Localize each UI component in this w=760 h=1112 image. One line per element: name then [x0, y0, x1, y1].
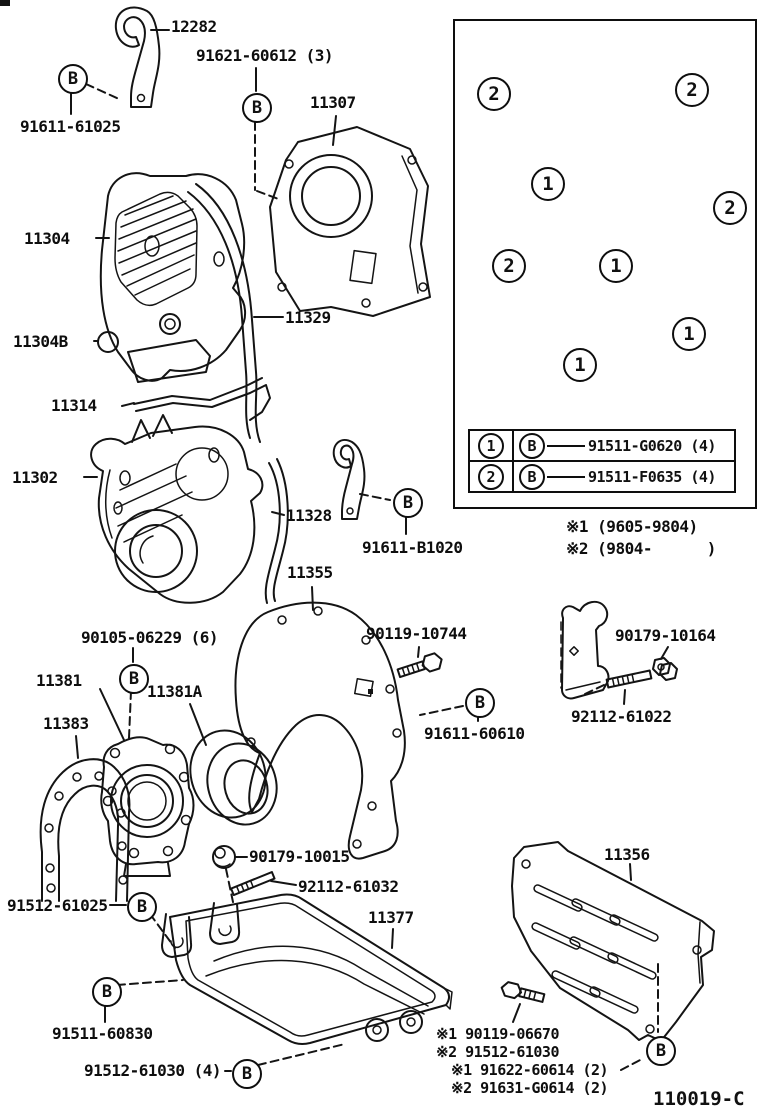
- bolt-callout-b-4: B: [465, 688, 495, 718]
- note-label-90119-06670: ※1 90119-06670: [436, 1025, 559, 1043]
- legend-num-circle-2: 2: [478, 464, 504, 490]
- part-label-91621-60612: 91621-60612 (3): [196, 46, 333, 65]
- part-11381a-seal-drawing: [180, 722, 286, 833]
- inset-callout-1-d: 1: [563, 348, 597, 382]
- bolt-callout-b-7: B: [92, 977, 122, 1007]
- part-11383-gasket-drawing: [41, 759, 130, 901]
- bolt-callout-b-9: B: [646, 1036, 676, 1066]
- part-label-91611-60610: 91611-60610: [424, 724, 525, 743]
- part-label-91512-61030: 91512-61030 (4): [84, 1061, 221, 1080]
- bolt-callout-b-1: B: [58, 64, 88, 94]
- bracket-92112-drawing: [561, 602, 608, 699]
- legend-row-2: [470, 460, 734, 491]
- bolt-callout-b-8: B: [232, 1059, 262, 1089]
- part-label-11329: 11329: [285, 308, 331, 327]
- note-label-91631-G0614: ※2 91631-G0614 (2): [451, 1079, 609, 1097]
- note-label-91622-60614: ※1 91622-60614 (2): [451, 1061, 609, 1079]
- note-label-91512-61030: ※2 91512-61030: [436, 1043, 559, 1061]
- bolt-callout-b-6: B: [127, 892, 157, 922]
- part-label-11304: 11304: [24, 229, 70, 248]
- figure-code: 110019-C: [653, 1088, 745, 1110]
- part-label-90105-06229: 90105-06229 (6): [81, 628, 218, 647]
- legend-leader-line-2: [547, 476, 585, 478]
- part-11381-drawing: [101, 737, 193, 876]
- part-label-91611-B1020: 91611-B1020: [362, 538, 463, 557]
- legend-leader-line-1: [547, 445, 585, 447]
- inset-callout-1-c: 1: [672, 317, 706, 351]
- part-hook-bracket-drawing: [334, 440, 365, 519]
- stud-92112-61022-drawing: [607, 671, 652, 688]
- bolt-callout-b-5: B: [119, 664, 149, 694]
- part-11302-drawing: [91, 415, 262, 603]
- note-date-range-1: ※1 (9605-9804): [566, 517, 698, 536]
- part-label-11314: 11314: [51, 396, 97, 415]
- note-date-range-2: ※2 (9804- ): [566, 539, 716, 558]
- stud-92112-61032-drawing: [231, 872, 274, 895]
- legend-part-number-1: 91511-G0620 (4): [588, 436, 716, 455]
- legend-num-circle-1: 1: [478, 433, 504, 459]
- part-label-11302: 11302: [12, 468, 58, 487]
- bolt-90179-10015-drawing: [213, 846, 235, 868]
- part-11328-gasket-drawing: [266, 459, 288, 603]
- part-label-11328: 11328: [286, 506, 332, 525]
- legend-table: [468, 429, 736, 493]
- bolt-90119-06670-drawing: [500, 981, 545, 1005]
- bolt-callout-b-3: B: [393, 488, 423, 518]
- part-11307-drawing: [270, 127, 430, 316]
- nut-90179-10164-drawing: [653, 658, 677, 680]
- part-label-91611-61025: 91611-61025: [20, 117, 121, 136]
- part-label-11356: 11356: [604, 845, 650, 864]
- part-12282-drawing: [116, 7, 160, 107]
- part-11304b-plug-drawing: [98, 332, 118, 352]
- bolt-callout-b-2: B: [242, 93, 272, 123]
- part-label-11304B: 11304B: [13, 332, 68, 351]
- legend-b-circle-1: B: [519, 433, 545, 459]
- part-label-90119-10744: 90119-10744: [366, 624, 467, 643]
- part-11304-drawing: [101, 173, 245, 382]
- part-label-11383: 11383: [43, 714, 89, 733]
- part-label-91512-61025: 91512-61025: [7, 896, 108, 915]
- part-label-11377: 11377: [368, 908, 414, 927]
- part-label-11355: 11355: [287, 563, 333, 582]
- part-label-90179-10164: 90179-10164: [615, 626, 716, 645]
- part-label-11381A: 11381A: [147, 682, 202, 701]
- part-label-11381: 11381: [36, 671, 82, 690]
- inset-callout-2-c: 2: [713, 191, 747, 225]
- inset-callout-2-a: 2: [477, 77, 511, 111]
- part-label-91511-60830: 91511-60830: [52, 1024, 153, 1043]
- inset-callout-2-d: 2: [492, 249, 526, 283]
- part-label-12282: 12282: [171, 17, 217, 36]
- scan-artifact: [0, 0, 10, 6]
- part-11314-gasket-drawing: [134, 378, 270, 420]
- legend-part-number-2: 91511-F0635 (4): [588, 467, 716, 486]
- part-label-90179-10015: 90179-10015: [249, 847, 350, 866]
- legend-b-circle-2: B: [519, 464, 545, 490]
- bolt-90119-10744-drawing: [396, 652, 444, 681]
- legend-row-1: [470, 431, 734, 460]
- inset-callout-2-b: 2: [675, 73, 709, 107]
- part-label-92112-61032: 92112-61032: [298, 877, 399, 896]
- part-label-92112-61022: 92112-61022: [571, 707, 672, 726]
- inset-callout-1-b: 1: [599, 249, 633, 283]
- part-11356-drawing: [512, 842, 714, 1041]
- inset-callout-1-a: 1: [531, 167, 565, 201]
- part-label-11307: 11307: [310, 93, 356, 112]
